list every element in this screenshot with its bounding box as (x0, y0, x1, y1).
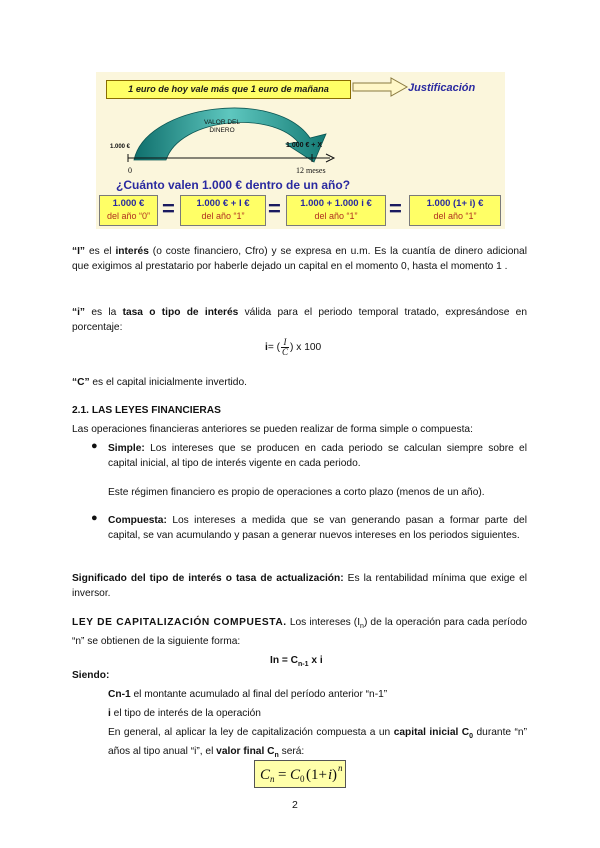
illustration-time-value-of-money (96, 72, 505, 229)
paragraph-general: En general, al aplicar la ley de capitalización compuesta a un capital inicial $C_0$ durante “n” años al tipo anual “i”, el valor final $C_n$ será: (108, 727, 527, 760)
svg-text:): ) (332, 767, 337, 783)
axis-end-label: 12 meses (296, 166, 326, 175)
paragraph-ley-capitalizacion: LEY DE CAPITALIZACIÓN COMPUESTA. Los intereses $(I_n)$ de la operación para cada período “n” se obtienen de la siguiente forma: (72, 617, 527, 648)
final-formula-box (254, 760, 346, 788)
arrow-right-icon (351, 76, 411, 98)
equals-sign: = (268, 196, 281, 221)
right-value-label: 1.000 € + X (286, 142, 323, 149)
paragraph-interes: “I” es el interés (o coste financiero, Cfro) y se expresa en u.m. Es la cuantía de dinero adicional que exigimos al prestatario por haberle dejado un capital en el momento 0, hasta el momento 1 . (72, 246, 527, 272)
figure-question: ¿Cuánto valen 1.000 € dentro de un año? (116, 178, 351, 192)
svg-text:i: i (328, 767, 333, 783)
value-box-year1-c: 1.000 (1+ i) € del año “1” (409, 195, 501, 226)
siendo-label: Siendo: (72, 670, 110, 681)
value-box-year0: 1.000 € del año “0” (99, 195, 158, 226)
svg-text:n: n (338, 763, 343, 773)
figure-justification-label: Justificación (408, 82, 476, 94)
paragraph-tasa: “i” es la tasa o tipo de interés válida para el periodo temporal tratado, expresándose en porcentaje: (72, 307, 527, 333)
svg-text:0: 0 (300, 774, 305, 784)
final-formula (255, 761, 345, 787)
svg-text:C: C (260, 767, 271, 783)
svg-text:n: n (270, 774, 275, 784)
section-title: 2.1. LAS LEYES FINANCIERAS (72, 405, 221, 416)
list-item-simple: Simple: Los intereses que se producen en cada periodo se calculan siempre sobre el capital inicial, al tipo de interés vigente en cada periodo. (108, 443, 527, 469)
timeline-axis (126, 152, 336, 164)
bullet-icon: ● (91, 512, 98, 524)
definition-cn1: Cn-1 el montante acumulado al final del período anterior “n-1” (108, 689, 388, 700)
axis-start-label: 0 (128, 166, 132, 175)
section-intro: Las operaciones financieras anteriores se pueden realizar de forma simple o compuesta: (72, 424, 473, 435)
arc-label: VALOR DEL DINERO (203, 119, 240, 134)
left-value-label: 1.000 € (110, 144, 131, 150)
paragraph-capital: “C” es el capital inicialmente invertido. (72, 377, 247, 388)
equals-sign: = (389, 196, 402, 221)
value-box-year1-b: 1.000 + 1.000 i € del año “1” (286, 195, 386, 226)
figure-banner: 1 euro de hoy vale más que 1 euro de mañana (106, 80, 351, 99)
definition-i: i el tipo de interés de la operación (108, 708, 261, 719)
equals-sign: = (162, 196, 175, 221)
svg-text:C: C (290, 767, 301, 783)
simple-note: Este régimen financiero es propio de operaciones a corto plazo (menos de un año). (108, 487, 485, 498)
svg-text:=: = (278, 767, 287, 783)
bullet-icon: ● (91, 440, 98, 452)
paragraph-significado: Significado del tipo de interés o tasa de actualización: Es la rentabilidad mínima que exige el inversor. (72, 573, 527, 599)
list-item-compuesta: Compuesta: Los intereses a medida que se van generando pasan a formar parte del capital, se van acumulando y pasan a generar nuevos intereses en los periodos siguientes. (108, 515, 527, 541)
formula-tasa: i = ( I C ) x 100 (265, 337, 322, 357)
formula-intereses: $In = C_{n-1}$ x i (270, 655, 323, 669)
page-number: 2 (292, 799, 298, 811)
value-box-year1-a: 1.000 € + I € del año “1” (180, 195, 266, 226)
svg-text:(1+: (1+ (306, 767, 327, 783)
